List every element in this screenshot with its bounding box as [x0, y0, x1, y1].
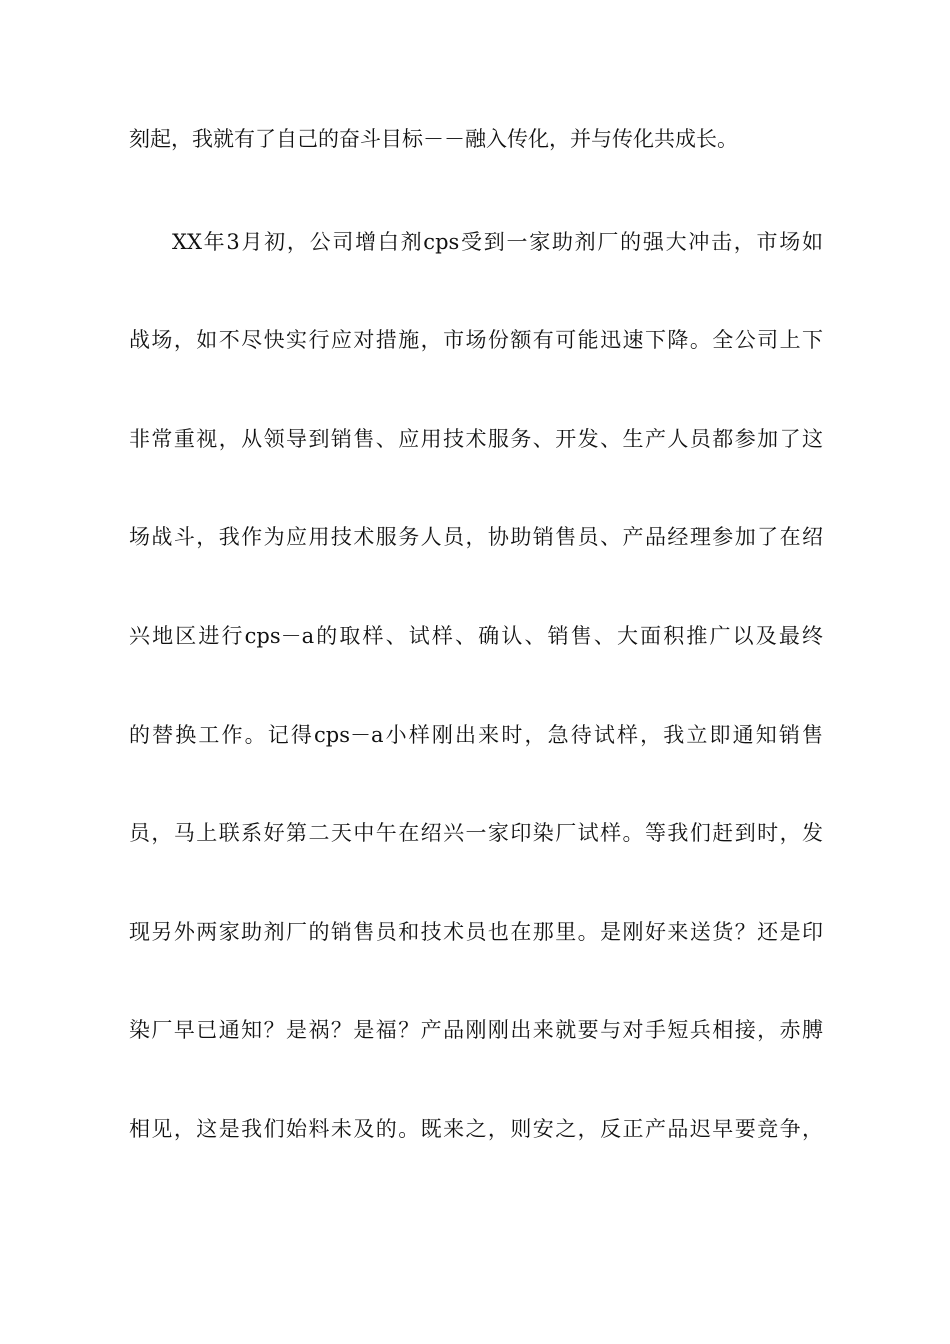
paragraph-line-4: 非常重视，从领导到销售、应用技术服务、开发、生产人员都参加了这: [129, 427, 823, 451]
paragraph-line-2: XX年3月初，公司增白剂cps受到一家助剂厂的强大冲击，市场如: [172, 230, 823, 254]
paragraph-line-7: 的替换工作。记得cps－a小样刚出来时，急待试样，我立即通知销售: [129, 723, 823, 747]
paragraph-line-5: 场战斗，我作为应用技术服务人员，协助销售员、产品经理参加了在绍: [129, 525, 823, 549]
paragraph-line-8: 员，马上联系好第二天中午在绍兴一家印染厂试样。等我们赶到时，发: [129, 821, 823, 845]
paragraph-line-11: 相见，这是我们始料未及的。既来之，则安之，反正产品迟早要竞争，: [129, 1117, 823, 1141]
paragraph-line-1: 刻起，我就有了自己的奋斗目标－－融入传化，并与传化共成长。: [129, 127, 738, 151]
paragraph-line-3: 战场，如不尽快实行应对措施，市场份额有可能迅速下降。全公司上下: [129, 328, 823, 352]
paragraph-line-10: 染厂早已通知？是祸？是福？产品刚刚出来就要与对手短兵相接，赤膊: [129, 1018, 823, 1042]
paragraph-line-9: 现另外两家助剂厂的销售员和技术员也在那里。是刚好来送货？还是印: [129, 920, 823, 944]
paragraph-line-6: 兴地区进行cps－a的取样、试样、确认、销售、大面积推广以及最终: [129, 624, 823, 648]
